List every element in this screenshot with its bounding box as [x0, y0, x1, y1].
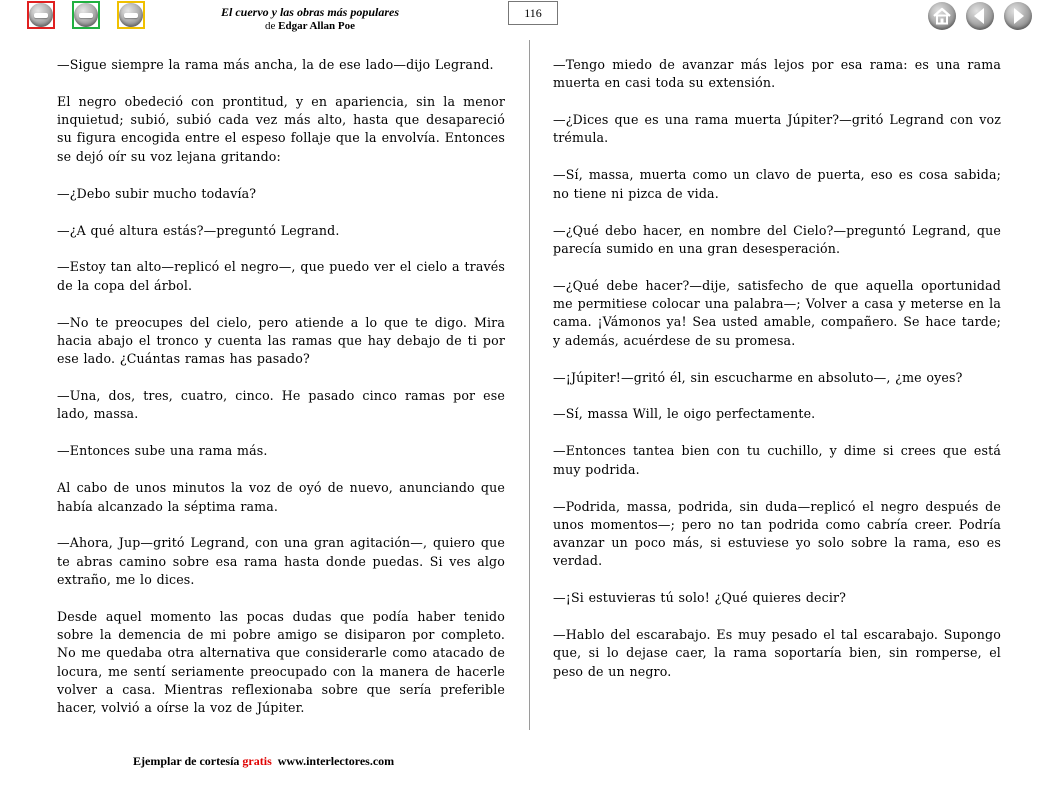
paragraph: —¿Debo subir mucho todavía?	[57, 185, 257, 201]
minus-icon	[119, 3, 143, 27]
footer-site-link[interactable]: www.interlectores.com	[277, 754, 395, 768]
paragraph: Desde aquel momento las pocas dudas que podía haber tenido sobre la demencia de mi pobre amigo se disiparon por completo. No me quedaba otra alternativa que considerarle como atacado de locura, me sentí seriamente preocupado con la manera de hacerle volver a casa. Mientras reflexionaba sobre que sería preferible hacer, volvió a oírse la voz de Júpiter.	[57, 608, 505, 716]
toolbar-button-2[interactable]	[72, 1, 100, 29]
home-button[interactable]	[928, 2, 956, 30]
paragraph: —¿Qué debe hacer?—dije, satisfecho de que aquella oportunidad me permitiese colocar una palabra—; Volver a casa y meterse en la cama. ¡Vámonos ya! Sea usted amable, compañero. Se hace tarde; y además, acuérdese de su promesa.	[553, 277, 1001, 348]
page-number: 116	[508, 1, 558, 25]
paragraph: —Sí, massa Will, le oigo perfectamente.	[553, 406, 816, 422]
paragraph: —¡Júpiter!—gritó él, sin escucharme en absoluto—, ¿me oyes?	[553, 369, 963, 385]
author-prefix: de	[265, 20, 279, 32]
paragraph: —Podrida, massa, podrida, sin duda—replicó el negro después de unos momentos—; pero no tan podrida como cabría creer. Podría avanzar un poco más, si estuviese yo solo sobre la rama, eso es verdad.	[553, 498, 1001, 569]
previous-page-icon	[966, 2, 994, 30]
book-title: El cuervo y las obras más populares	[220, 5, 399, 19]
book-author	[205, 20, 415, 33]
minus-icon	[29, 3, 53, 27]
footer	[133, 754, 394, 769]
paragraph: —No te preocupes del cielo, pero atiende a lo que te digo. Mira hacia abajo el tronco y cuenta las ramas que hay debajo de ti por ese lado. ¿Cuántas ramas has pasado?	[57, 314, 505, 367]
paragraph: —¿Qué debo hacer, en nombre del Cielo?—preguntó Legrand, que parecía sumido en una gran desesperación.	[553, 222, 1001, 256]
paragraph: El negro obedeció con prontitud, y en apariencia, sin la menor inquietud; subió, subió cada vez más alto, hasta que desapareció su figura encogida entre el espeso follaje que la envolvía. Entonces se dejó oír su voz lejana gritando:	[57, 93, 505, 164]
left-column	[57, 56, 505, 736]
minus-icon	[74, 3, 98, 27]
paragraph: —¡Si estuvieras tú solo! ¿Qué quieres decir?	[553, 590, 847, 606]
paragraph: —¿Dices que es una rama muerta Júpiter?—gritó Legrand con voz trémula.	[553, 112, 1001, 146]
paragraph: —Sigue siempre la rama más ancha, la de ese lado—dijo Legrand.	[57, 57, 494, 72]
paragraph: —Hablo del escarabajo. Es muy pesado el tal escarabajo. Supongo que, si lo dejase caer, la rama soportaría bien, sin romperse, el peso de un negro.	[553, 627, 1001, 679]
paragraph: —Sí, massa, muerta como un clavo de puerta, eso es cosa sabida; no tiene ni pizca de vida.	[553, 167, 1001, 201]
column-divider	[529, 40, 530, 730]
next-page-icon	[1004, 2, 1032, 30]
paragraph: —Entonces sube una rama más.	[57, 443, 268, 459]
paragraph: —Entonces tantea bien con tu cuchillo, y dime si crees que está muy podrida.	[553, 443, 1001, 477]
paragraph: —Tengo miedo de avanzar más lejos por esa rama: es una rama muerta en casi toda su extensión.	[553, 57, 1001, 91]
paragraph: —Estoy tan alto—replicó el negro—, que puedo ver el cielo a través de la copa del árbol.	[57, 259, 505, 293]
home-icon	[928, 2, 956, 30]
paragraph: —Una, dos, tres, cuatro, cinco. He pasado cinco ramas por ese lado, massa.	[57, 388, 505, 422]
toolbar-button-1[interactable]	[27, 1, 55, 29]
paragraph: —Ahora, Jup—gritó Legrand, con una gran agitación—, quiero que te abras camino sobre esa rama hasta donde puedas. Si ves algo extraño, me lo dices.	[57, 535, 505, 587]
right-column	[553, 56, 1001, 700]
previous-page-button[interactable]	[966, 2, 994, 30]
footer-prefix: Ejemplar de cortesía	[133, 754, 243, 768]
toolbar-button-3[interactable]	[117, 1, 145, 29]
paragraph: —¿A qué altura estás?—preguntó Legrand.	[57, 222, 340, 238]
footer-highlight: gratis	[242, 754, 272, 768]
paragraph: Al cabo de unos minutos la voz de oyó de nuevo, anunciando que había alcanzado la séptima rama.	[57, 480, 505, 514]
next-page-button[interactable]	[1004, 2, 1032, 30]
author-name: Edgar Allan Poe	[278, 20, 355, 32]
